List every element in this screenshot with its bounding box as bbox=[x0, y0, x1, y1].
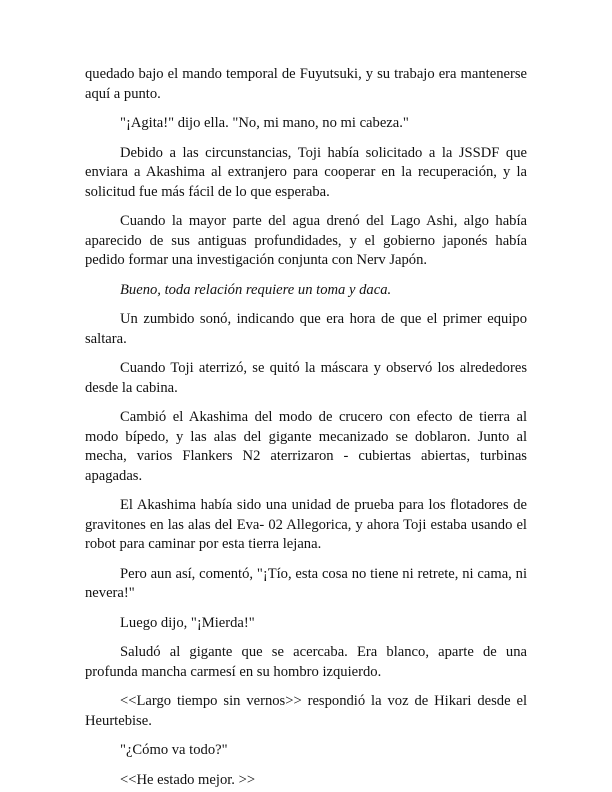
paragraph-7: Cuando Toji aterrizó, se quitó la máscara y observó los alrededores desde la cabina. bbox=[85, 360, 527, 396]
paragraph-13: <<Largo tiempo sin vernos>> respondió la voz de Hikari desde el Heurtebise. bbox=[85, 693, 527, 729]
paragraph-4: Cuando la mayor parte del agua drenó del Lago Ashi, algo había aparecido de sus antiguas profundidades, y el gobierno japonés había pedido formar una investigación conjunta con Nerv Japón. bbox=[85, 213, 527, 268]
paragraph-6: Un zumbido sonó, indicando que era hora de que el primer equipo saltara. bbox=[85, 311, 527, 347]
paragraph-14: "¿Cómo va todo?" bbox=[120, 742, 228, 758]
paragraph-15: <<He estado mejor. >> bbox=[120, 771, 256, 788]
paragraph-3: Debido a las circunstancias, Toji había solicitado a la JSSDF que enviara a Akashima al extranjero para cooperar en la recuperación, y la solicitud fue más fácil de lo que esperaba. bbox=[85, 144, 527, 200]
paragraph-1: quedado bajo el mando temporal de Fuyutsuki, y su trabajo era mantenerse aquí a punto. bbox=[85, 66, 527, 102]
paragraph-8: Cambió el Akashima del modo de crucero con efecto de tierra al modo bípedo, y las alas del gigante mecanizado se doblaron. Junto al mecha, varios Flankers N2 aterrizaron - cubiertas abiertas, turbinas apagadas. bbox=[85, 409, 527, 484]
paragraph-12: Saludó al gigante que se acercaba. Era blanco, aparte de una profunda mancha carmesí en su hombro izquierdo. bbox=[85, 644, 527, 680]
paragraph-9: El Akashima había sido una unidad de prueba para los flotadores de gravitones en las alas del Eva- 02 Allegorica, y ahora Toji estaba usando el robot para caminar por esta tierra lejana. bbox=[85, 497, 527, 552]
paragraph-11: Luego dijo, "¡Mierda!" bbox=[120, 614, 255, 631]
paragraph-2: "¡Agita!" dijo ella. "No, mi mano, no mi cabeza." bbox=[120, 115, 409, 131]
document-page bbox=[85, 65, 527, 790]
paragraph-10: Pero aun así, comentó, "¡Tío, esta cosa no tiene ni retrete, ni cama, ni nevera!" bbox=[85, 565, 527, 601]
paragraph-5-italic: Bueno, toda relación requiere un toma y daca. bbox=[120, 281, 392, 298]
